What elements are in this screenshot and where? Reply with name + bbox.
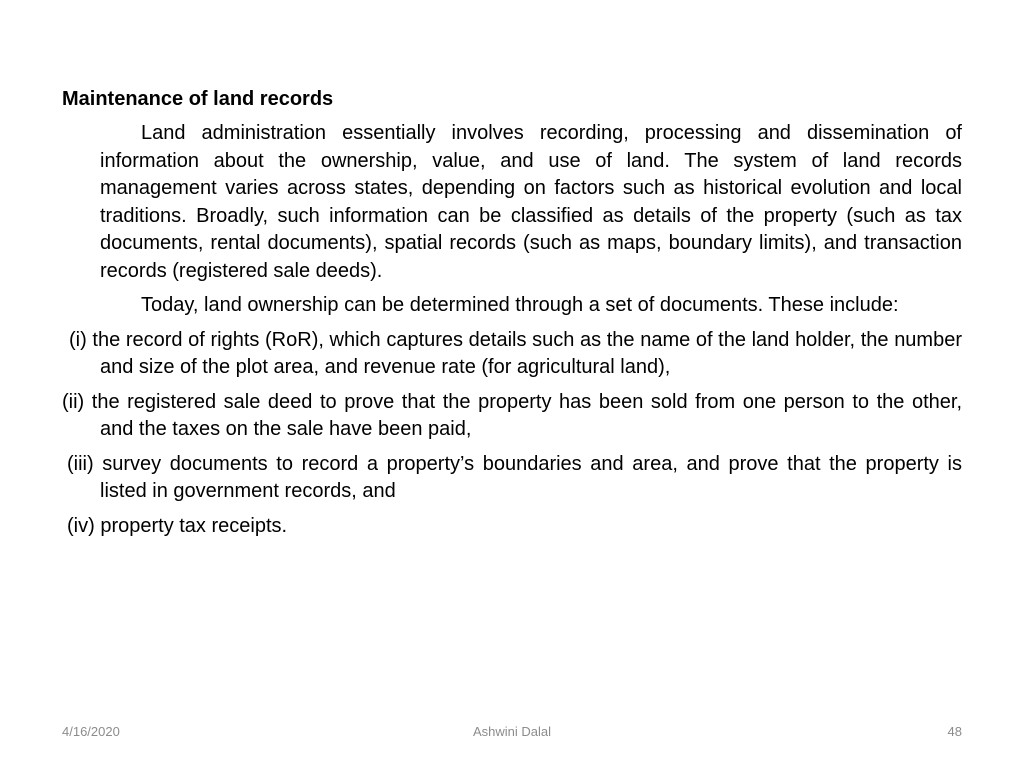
slide-content: [62, 86, 962, 547]
section-heading: Maintenance of land records: [62, 88, 334, 110]
footer-author: Ashwini Dalal: [472, 724, 552, 739]
paragraph-land-administration: Land administration essentially involves recording, processing and dissemination of information about the ownership, value, and use of land. The system of land records management varies across states, depending on factors such as historical evolution and local traditions. Broadly, such information can be classified as details of the property (such as tax documents, rental documents), spatial records (such as maps, boundary limits), and transaction records (registered sale deeds).: [100, 122, 962, 282]
list-item-property-tax: (iv) property tax receipts.: [67, 514, 288, 537]
footer-date: 4/16/2020: [62, 724, 120, 739]
list-item-survey-documents: (iii) survey documents to record a property’s boundaries and area, and prove that the property is listed in government records, and: [67, 452, 962, 502]
list-item-record-of-rights: (i) the record of rights (RoR), which captures details such as the name of the land holder, the number and size of the plot area, and revenue rate (for agricultural land),: [69, 328, 962, 378]
list-item-sale-deed: (ii) the registered sale deed to prove that the property has been sold from one person to the other, and the taxes on the sale have been paid,: [62, 390, 962, 440]
footer-page-number: 48: [947, 724, 962, 739]
paragraph-land-ownership: Today, land ownership can be determined through a set of documents. These include:: [141, 294, 899, 316]
